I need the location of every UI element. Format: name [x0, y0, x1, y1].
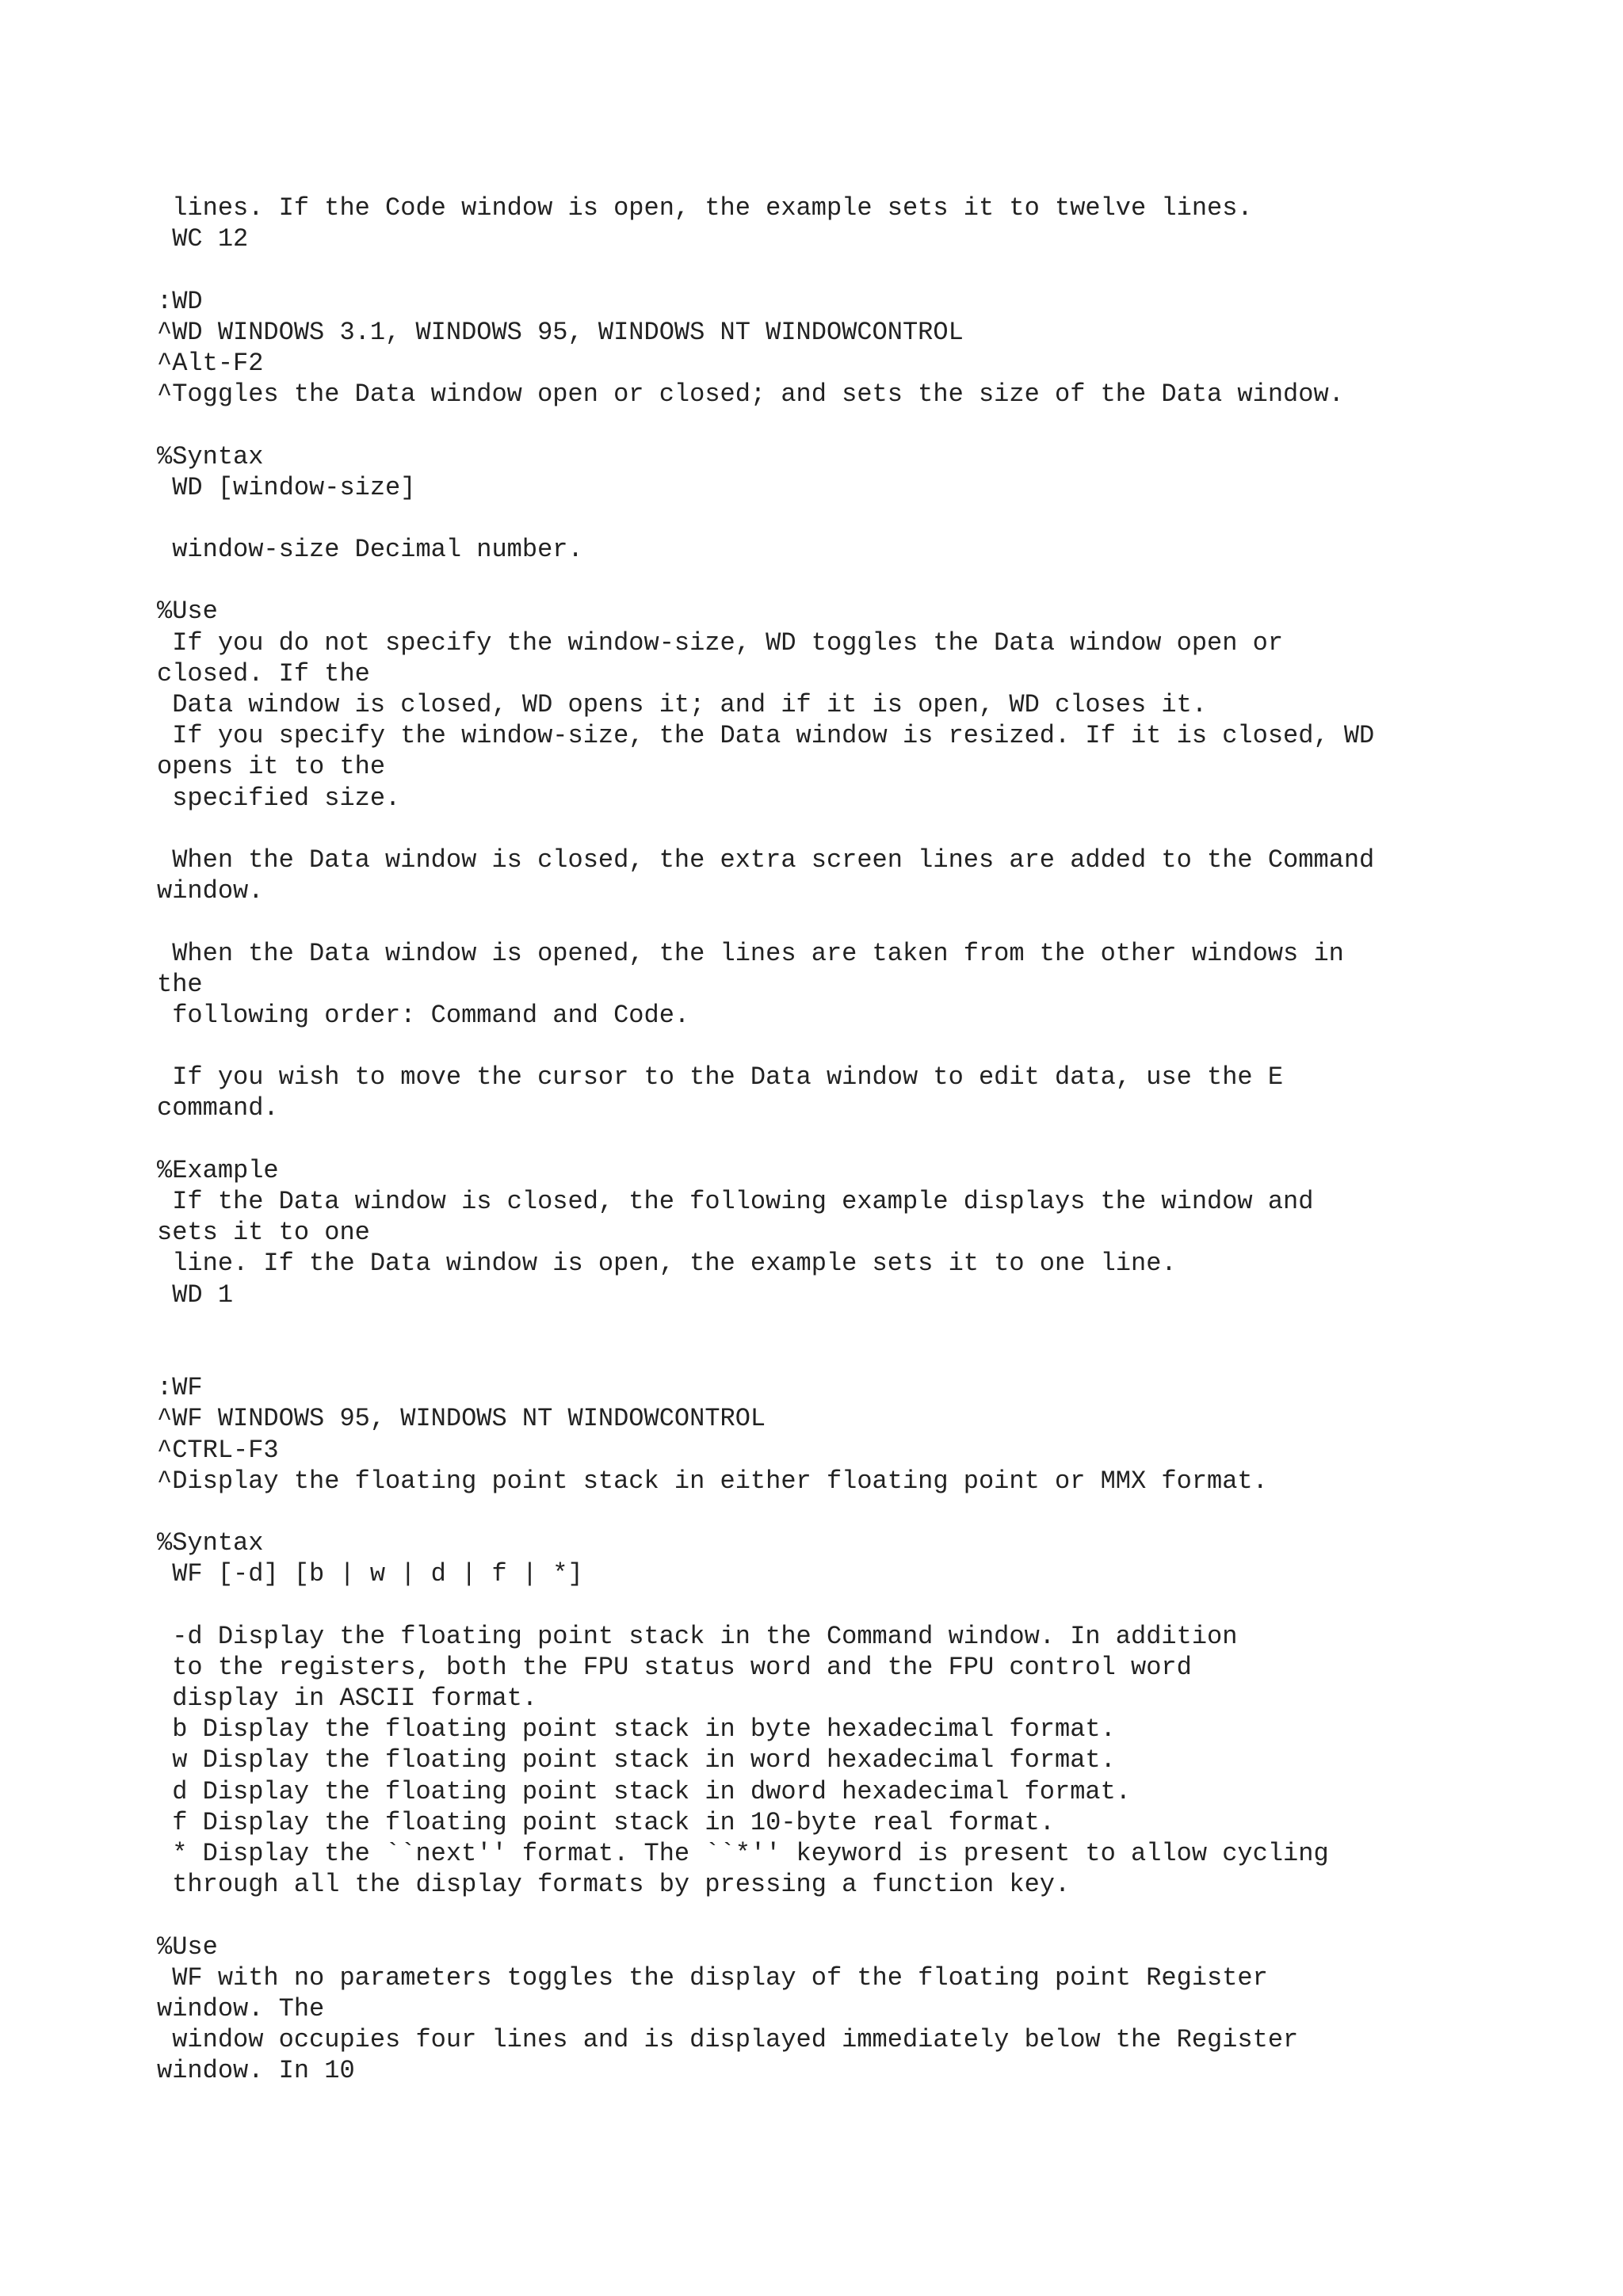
text-line: line. If the Data window is open, the example sets it to one line. — [157, 1249, 1177, 1279]
example-code: WD 1 — [157, 1280, 234, 1310]
text-line: sets it to one — [157, 1218, 370, 1248]
text-line: closed. If the — [157, 658, 370, 688]
text-line — [157, 410, 1599, 441]
text-line: specified size. — [157, 783, 401, 813]
text-line — [157, 1310, 1599, 1341]
syntax-line: WD [window-size] — [157, 472, 416, 502]
command-header: ^WD WINDOWS 3.1, WINDOWS 95, WINDOWS NT WINDOWCONTROL — [157, 317, 964, 347]
text-line: If you do not specify the window-size, WD toggles the Data window open or — [157, 627, 1284, 658]
text-line — [157, 1341, 1599, 1372]
command-summary: ^Toggles the Data window open or closed; and sets the size of the Data window. — [157, 379, 1344, 410]
command-hotkey: ^CTRL-F3 — [157, 1435, 279, 1465]
parameter-line: to the registers, both the FPU status word and the FPU control word — [157, 1652, 1192, 1682]
text-line: opens it to the — [157, 752, 386, 782]
parameter-line: window-size Decimal number. — [157, 535, 583, 565]
command-summary: ^Display the floating point stack in either floating point or MMX format. — [157, 1466, 1268, 1496]
command-header: ^WF WINDOWS 95, WINDOWS NT WINDOWCONTROL — [157, 1404, 766, 1434]
text-line — [157, 906, 1599, 937]
use-heading: %Use — [157, 597, 218, 627]
parameter-line: b Display the floating point stack in byte hexadecimal format. — [157, 1714, 1116, 1745]
document-page — [157, 193, 1599, 2086]
parameter-line: d Display the floating point stack in dword hexadecimal format. — [157, 1776, 1131, 1806]
text-line: If you specify the window-size, the Data window is resized. If it is closed, WD — [157, 721, 1375, 751]
syntax-line: WF [-d] [b | w | d | f | *] — [157, 1559, 583, 1589]
text-line: If you wish to move the cursor to the Data window to edit data, use the E — [157, 1062, 1284, 1093]
text-line — [157, 503, 1599, 534]
text-line — [157, 1589, 1599, 1620]
parameter-line: * Display the ``next'' format. The ``*'' keyword is present to allow cycling — [157, 1838, 1329, 1868]
parameter-line: -d Display the floating point stack in the Command window. In addition — [157, 1621, 1238, 1651]
parameter-line: f Display the floating point stack in 10-byte real format. — [157, 1807, 1055, 1837]
text-line: When the Data window is closed, the extra screen lines are added to the Command — [157, 845, 1375, 875]
text-line — [157, 254, 1599, 285]
text-line — [157, 1900, 1599, 1931]
text-line — [157, 565, 1599, 596]
text-line — [157, 1031, 1599, 1062]
parameter-line: w Display the floating point stack in word hexadecimal format. — [157, 1745, 1116, 1775]
text-line: the — [157, 969, 203, 999]
text-line: window occupies four lines and is displayed immediately below the Register — [157, 2025, 1299, 2055]
text-line: WF with no parameters toggles the display of the floating point Register — [157, 1962, 1268, 1993]
text-line: WC 12 — [157, 224, 249, 254]
text-line: When the Data window is opened, the lines are taken from the other windows in — [157, 938, 1344, 968]
use-heading: %Use — [157, 1932, 218, 1962]
syntax-heading: %Syntax — [157, 1528, 264, 1558]
text-line: lines. If the Code window is open, the example sets it to twelve lines. — [157, 193, 1253, 223]
example-heading: %Example — [157, 1155, 279, 1185]
parameter-line: through all the display formats by pressing a function key. — [157, 1870, 1071, 1900]
text-line: If the Data window is closed, the following example displays the window and — [157, 1187, 1314, 1216]
section-marker-wf: :WF — [157, 1373, 203, 1403]
command-hotkey: ^Alt-F2 — [157, 348, 264, 378]
text-line — [157, 1497, 1599, 1527]
text-line: Data window is closed, WD opens it; and if it is open, WD closes it. — [157, 690, 1208, 719]
section-marker-wd: :WD — [157, 286, 203, 316]
text-line — [157, 1124, 1599, 1155]
text-line: command. — [157, 1093, 279, 1123]
parameter-line: display in ASCII format. — [157, 1684, 538, 1713]
text-line — [157, 814, 1599, 845]
text-line: following order: Command and Code. — [157, 1000, 690, 1030]
text-line: window. In 10 — [157, 2056, 355, 2086]
syntax-heading: %Syntax — [157, 441, 264, 471]
text-line: window. — [157, 876, 264, 906]
text-line: window. The — [157, 1993, 325, 2023]
